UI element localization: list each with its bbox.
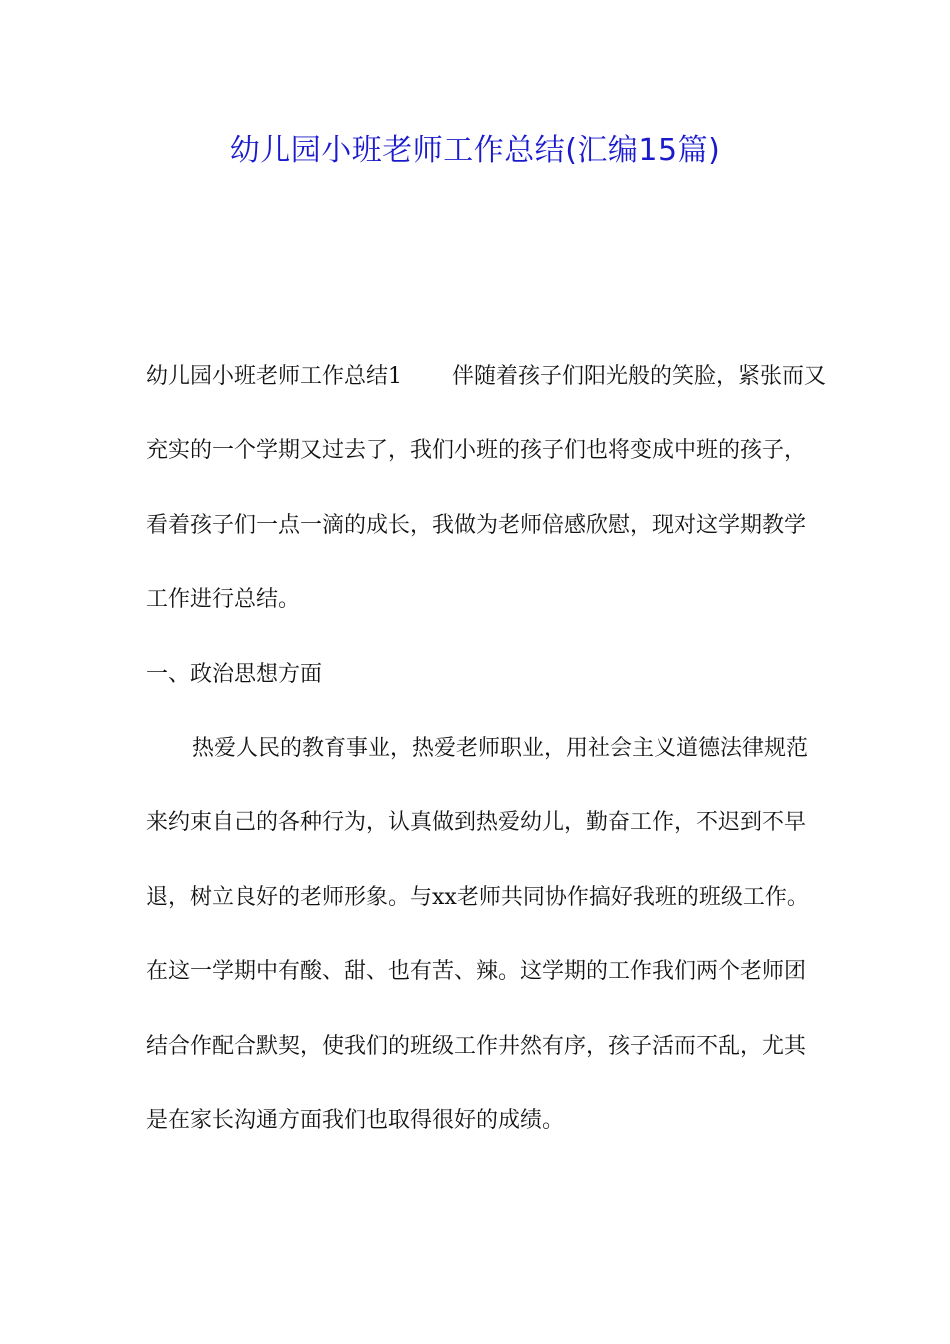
body-paragraph-politics: 热爱人民的教育事业，热爱老师职业，用社会主义道德法律规范来约束自己的各种行为，认真做到热爱幼儿，勤奋工作，不迟到不早退，树立良好的老师形象。与xx老师共同协作搞好我班的班级工作。在这一学期中有酸、甜、也有苦、辣。这学期的工作我们两个老师团结合作配合默契，使我们的班级工作井然有序，孩子活而不乱，尤其是在家长沟通方面我们也取得很好的成绩。 — [146, 736, 809, 1134]
document-body — [146, 340, 826, 1158]
section-heading-politics: 一、政治思想方面 — [146, 661, 323, 687]
intro-paragraph — [146, 340, 826, 638]
document-title: 幼儿园小班老师工作总结(汇编15篇) — [229, 133, 721, 168]
section-title: 幼儿园小班老师工作总结1 — [146, 364, 402, 389]
intro-text: 伴随着孩子们阳光般的笑脸，紧张而又充实的一个学期又过去了，我们小班的孩子们也将变成中班的孩子，看着孩子们一点一滴的成长，我做为老师倍感欣慰，现对这学期教学工作进行总结。 — [146, 364, 827, 613]
